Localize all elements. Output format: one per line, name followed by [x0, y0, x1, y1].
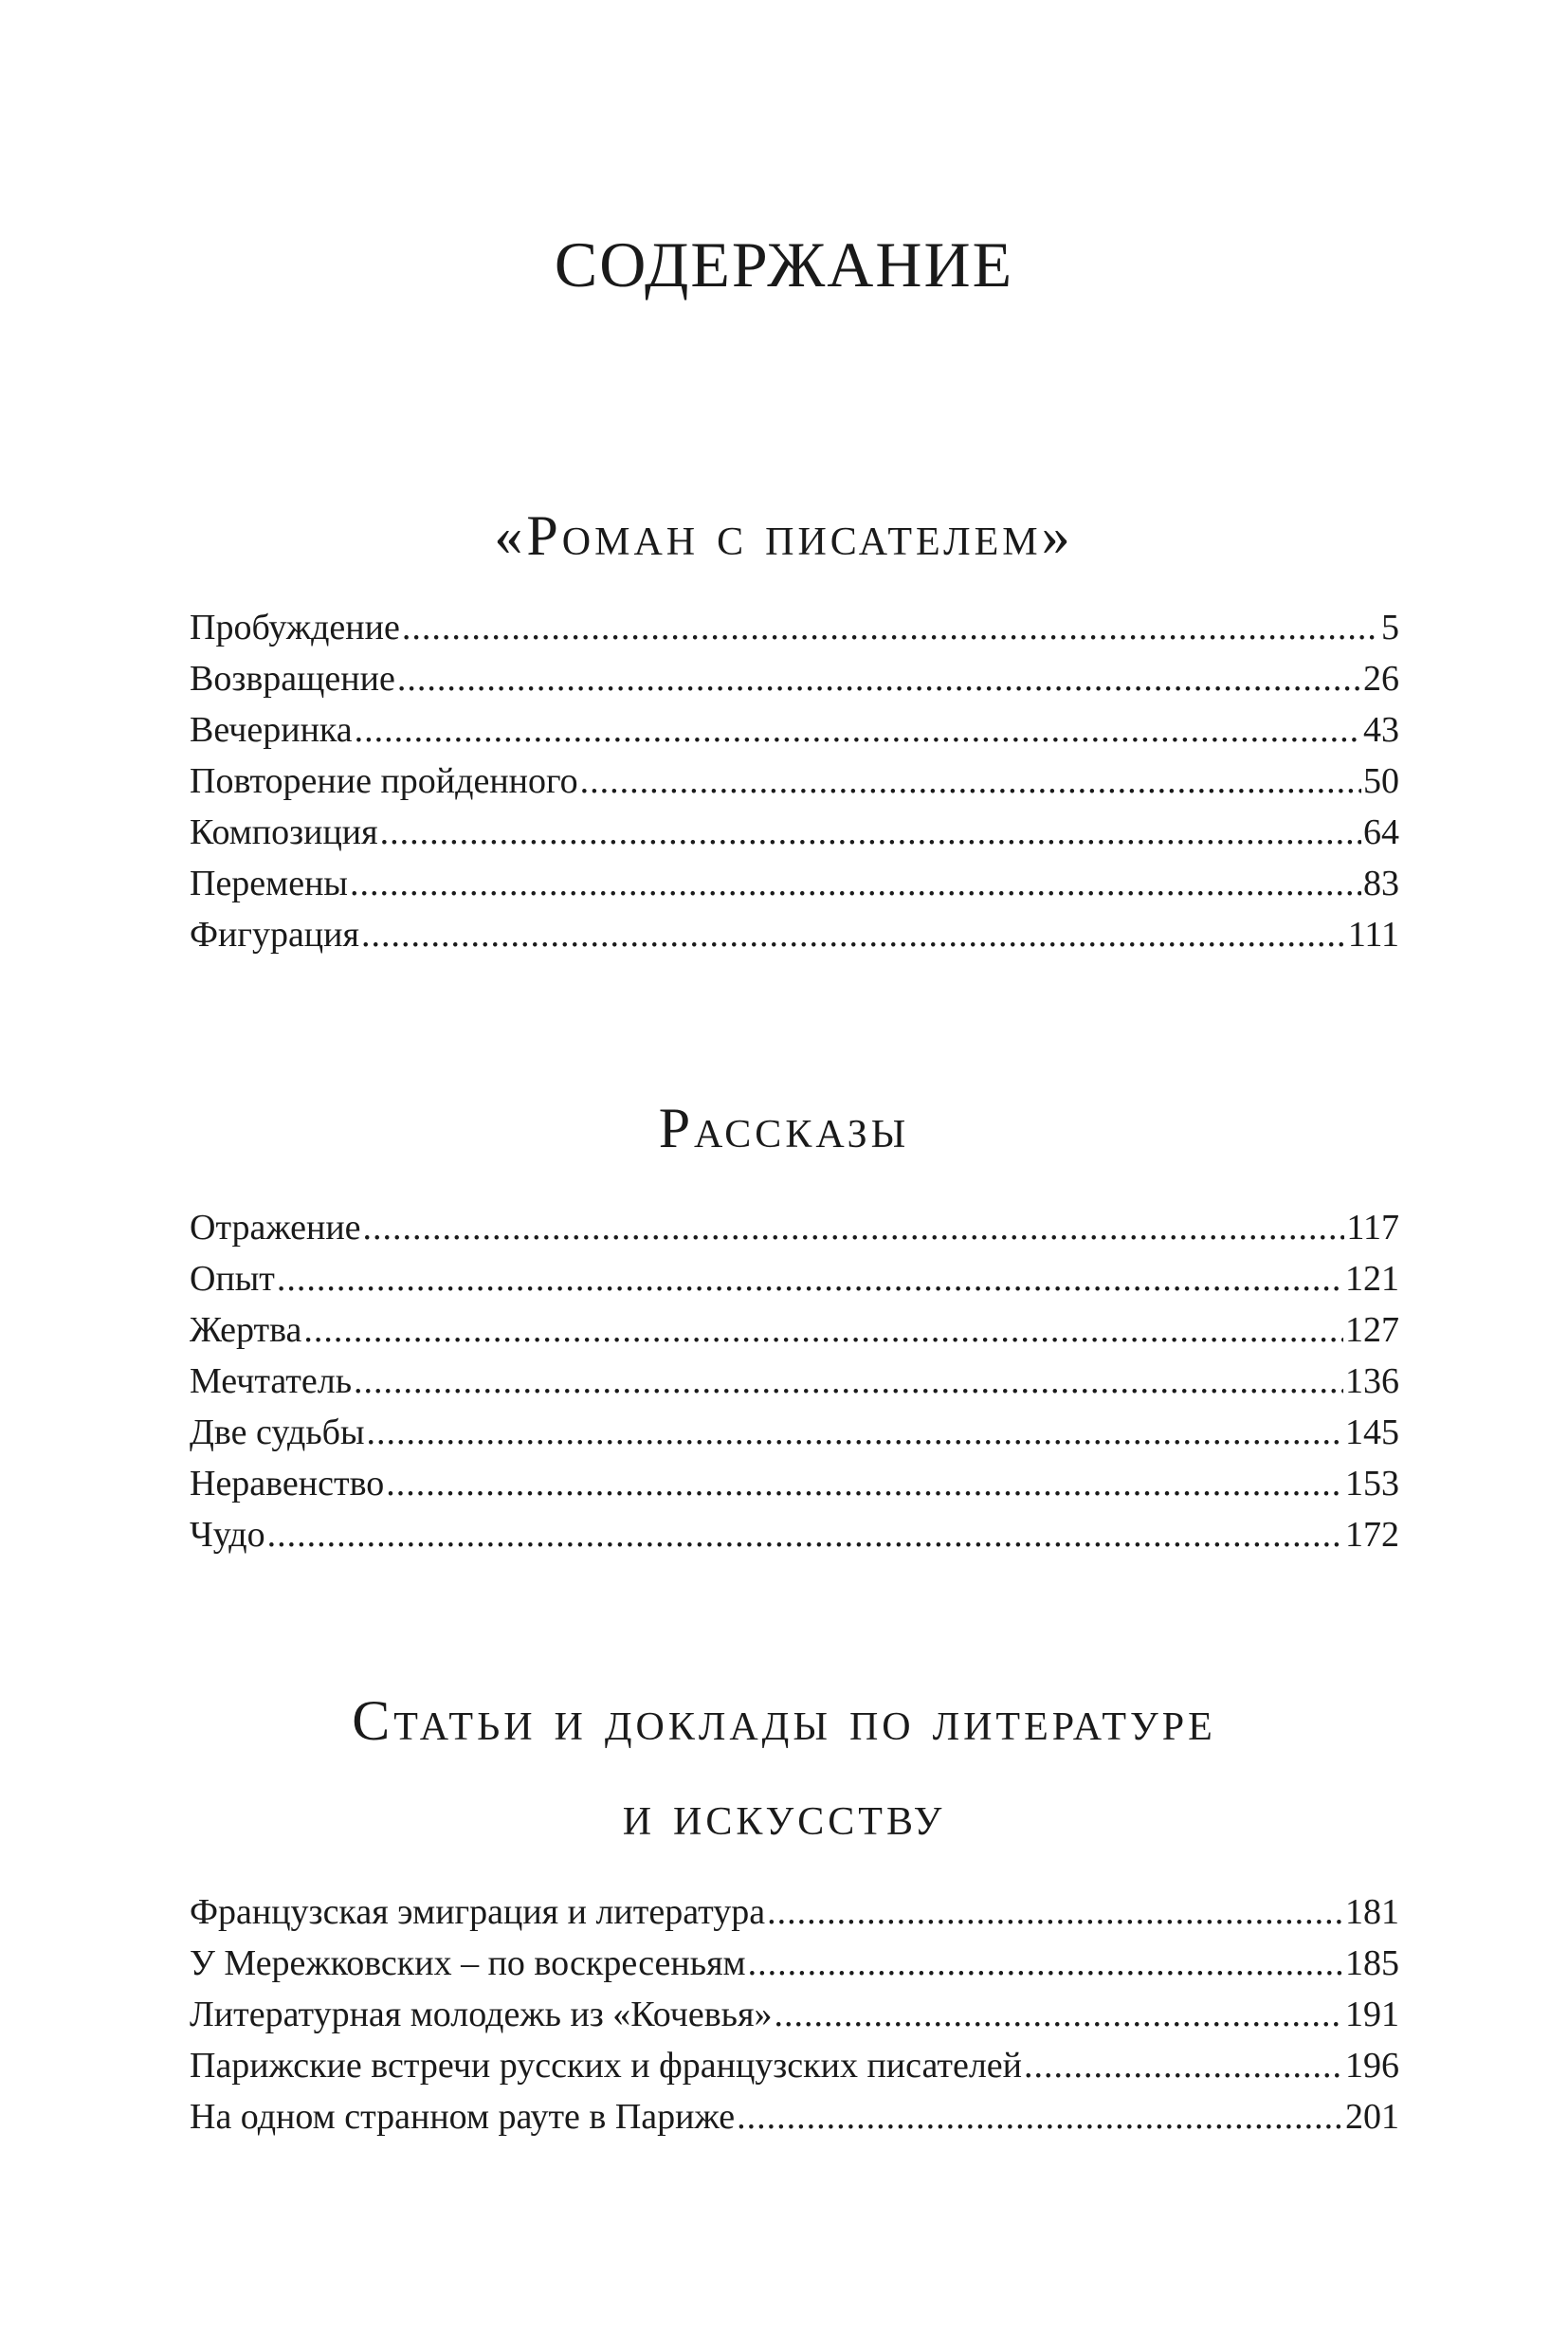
toc-entry-title: Перемены: [190, 864, 348, 903]
dot-leader: [402, 602, 1379, 653]
toc-entry[interactable]: [190, 1458, 1399, 1509]
toc-entry-title: Вечеринка: [190, 710, 353, 750]
toc-entry-page: 181: [1345, 1892, 1399, 1932]
dot-leader: [350, 858, 1361, 909]
toc-list-stories: [190, 1202, 1399, 1560]
toc-entry-title: Литературная молодежь из «Кочевья»: [190, 1995, 773, 2034]
toc-entry-page: 5: [1381, 608, 1399, 647]
dot-leader: [386, 1458, 1343, 1509]
toc-entry[interactable]: [190, 1202, 1399, 1253]
toc-entry-title: Повторение пройденного: [190, 761, 578, 801]
toc-entry-title: Фигурация: [190, 915, 359, 955]
toc-entry[interactable]: [190, 704, 1399, 756]
section-heading-articles: [0, 1673, 1568, 1863]
section-heading-novel: [0, 488, 1568, 583]
toc-entry[interactable]: [190, 807, 1399, 858]
toc-entry-page: 127: [1345, 1310, 1399, 1350]
section-heading-line: Рассказы: [658, 1097, 910, 1159]
toc-entry-title: Возвращение: [190, 659, 395, 699]
toc-entry-title: Французская эмиграция и литература: [190, 1892, 766, 1932]
dot-leader: [267, 1509, 1343, 1560]
toc-entry-title: У Мережковских – по воскресеньям: [190, 1943, 746, 1983]
toc-entry-page: 145: [1345, 1412, 1399, 1452]
toc-entry[interactable]: [190, 756, 1399, 807]
toc-entry[interactable]: [190, 602, 1399, 653]
section-heading-line: «Роман с писателем»: [494, 504, 1074, 567]
toc-entry-page: 43: [1363, 710, 1399, 750]
dot-leader: [748, 1938, 1343, 1989]
dot-leader: [367, 1407, 1343, 1458]
toc-entry-page: 83: [1363, 864, 1399, 903]
dot-leader: [363, 1202, 1345, 1253]
toc-entry-title: Опыт: [190, 1259, 275, 1299]
toc-list-novel: [190, 602, 1399, 960]
page-title: СОДЕРЖАНИЕ: [554, 228, 1014, 301]
toc-entry-title: Парижские встречи русских и французских писателей: [190, 2046, 1022, 2086]
dot-leader: [355, 704, 1361, 756]
toc-list-articles: [190, 1886, 1399, 2142]
dot-leader: [354, 1356, 1343, 1407]
toc-entry[interactable]: [190, 653, 1399, 704]
toc-entry-title: Мечтатель: [190, 1361, 353, 1401]
dot-leader: [775, 1989, 1344, 2040]
toc-entry-page: 64: [1363, 812, 1399, 852]
toc-entry[interactable]: [190, 2091, 1399, 2142]
toc-entry-page: 172: [1345, 1515, 1399, 1555]
toc-entry-title: Жертва: [190, 1310, 302, 1350]
dot-leader: [580, 756, 1361, 807]
toc-entry-page: 50: [1363, 761, 1399, 801]
toc-entry-page: 111: [1347, 915, 1399, 955]
toc-entry[interactable]: [190, 1407, 1399, 1458]
dot-leader: [380, 807, 1361, 858]
toc-entry-title: Пробуждение: [190, 608, 400, 647]
dot-leader: [361, 909, 1346, 960]
toc-entry-title: Композиция: [190, 812, 378, 852]
dot-leader: [767, 1886, 1343, 1938]
section-heading-line: и искусству: [622, 1784, 946, 1847]
dot-leader: [397, 653, 1361, 704]
toc-entry-page: 185: [1345, 1943, 1399, 1983]
dot-leader: [303, 1304, 1343, 1356]
toc-entry[interactable]: [190, 909, 1399, 960]
dot-leader: [277, 1253, 1343, 1304]
toc-entry-page: 136: [1345, 1361, 1399, 1401]
toc-entry-page: 153: [1345, 1464, 1399, 1504]
section-heading-line: Статьи и доклады по литературе: [352, 1689, 1216, 1752]
toc-entry-page: 201: [1345, 2097, 1399, 2137]
toc-entry-title: Отражение: [190, 1208, 361, 1248]
toc-entry[interactable]: [190, 1509, 1399, 1560]
section-heading-stories: [0, 1081, 1568, 1176]
dot-leader: [737, 2091, 1343, 2142]
toc-entry[interactable]: [190, 1253, 1399, 1304]
toc-entry[interactable]: [190, 1356, 1399, 1407]
toc-entry[interactable]: [190, 1304, 1399, 1356]
toc-entry-title: Чудо: [190, 1515, 265, 1555]
dot-leader: [1024, 2040, 1343, 2091]
toc-entry-title: Две судьбы: [190, 1412, 365, 1452]
toc-entry[interactable]: [190, 2040, 1399, 2091]
toc-entry-page: 191: [1345, 1995, 1399, 2034]
toc-entry-page: 121: [1345, 1259, 1399, 1299]
toc-entry-page: 117: [1346, 1208, 1399, 1248]
toc-entry[interactable]: [190, 1886, 1399, 1938]
toc-entry[interactable]: [190, 858, 1399, 909]
toc-entry-title: На одном странном рауте в Париже: [190, 2097, 736, 2137]
toc-entry-title: Неравенство: [190, 1464, 385, 1504]
toc-entry[interactable]: [190, 1989, 1399, 2040]
toc-entry-page: 196: [1345, 2046, 1399, 2086]
toc-entry-page: 26: [1363, 659, 1399, 699]
toc-entry[interactable]: [190, 1938, 1399, 1989]
